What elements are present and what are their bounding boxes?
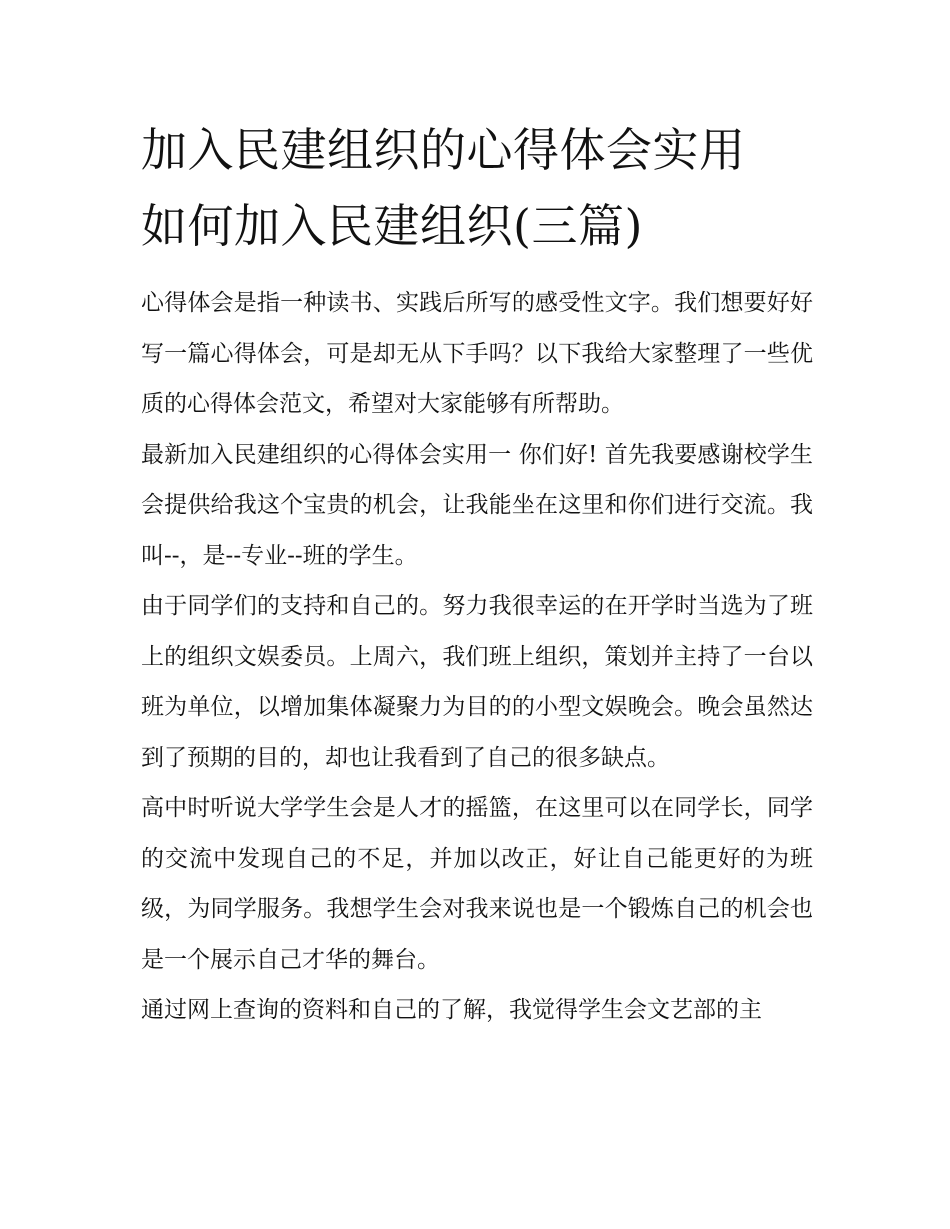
- document-page: [141, 112, 813, 1036]
- title-line-2: 如何加入民建组织(三篇): [141, 199, 643, 253]
- paragraph-intro: 心得体会是指一种读书、实践后所写的感受性文字。我们想要好好写一篇心得体会，可是却无从下手吗？以下我给大家整理了一些优质的心得体会范文，希望对大家能够有所帮助。: [141, 290, 813, 417]
- document-title: [141, 112, 813, 264]
- title-line-1: 加入民建组织的心得体会实用: [141, 123, 746, 177]
- paragraph-student-union: 高中时听说大学学生会是人才的摇篮，在这里可以在同学长，同学的交流中发现自己的不足，并加以改正，好让自己能更好的为班级，为同学服务。我想学生会对我来说也是一个锻炼自己的机会也是一个展示自己才华的舞台。: [141, 795, 813, 973]
- paragraph-election: 由于同学们的支持和自己的。努力我很幸运的在开学时当选为了班上的组织文娱委员。上周六，我们班上组织，策划并主持了一台以班为单位，以增加集体凝聚力为目的的小型文娱晚会。晚会虽然达到了预期的目的，却也让我看到了自己的很多缺点。: [141, 593, 813, 771]
- paragraph-greeting: 最新加入民建组织的心得体会实用一 你们好! 首先我要感谢校学生会提供给我这个宝贵的机会，让我能坐在这里和你们进行交流。我叫--，是--专业--班的学生。: [141, 441, 813, 569]
- paragraph-research: 通过网上查询的资料和自己的了解，我觉得学生会文艺部的主: [141, 997, 762, 1023]
